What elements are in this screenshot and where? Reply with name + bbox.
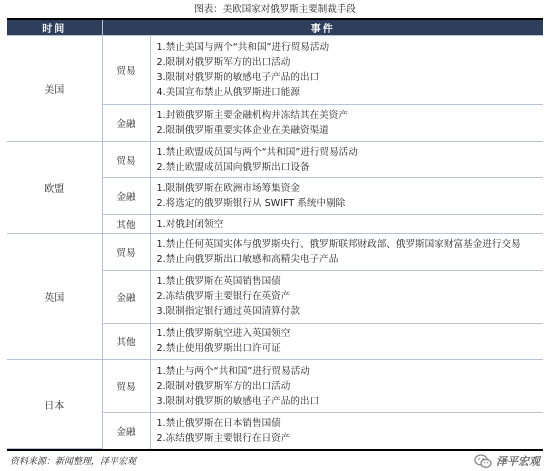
measures-cell xyxy=(150,360,543,413)
table-row xyxy=(7,234,543,270)
wechat-icon xyxy=(474,454,492,469)
measure-item: 1.禁止俄罗斯在英国销售国债 xyxy=(156,276,281,288)
sanctions-table xyxy=(7,20,543,449)
measures-cell xyxy=(150,214,543,234)
measure-item: 2.限制俄罗斯重要实体企业在美融资渠道 xyxy=(156,125,329,137)
table-row xyxy=(7,360,543,413)
measure-item: 2.禁止欧盟成员国向俄罗斯出口设备 xyxy=(156,161,310,173)
country-cell: 日本 xyxy=(7,360,102,449)
measure-item: 1.禁止与两个“共和国”进行贸易活动 xyxy=(156,365,310,377)
category-cell: 贸易 xyxy=(102,234,150,270)
measure-item: 4.美国宣布禁止从俄罗斯进口能源 xyxy=(156,87,300,99)
country-cell: 美国 xyxy=(7,36,102,142)
measure-item: 2.限制对俄罗斯军方的出口活动 xyxy=(156,380,291,392)
table-header-row xyxy=(7,20,543,36)
measure-item: 1.对俄封闭领空 xyxy=(156,218,224,230)
category-cell: 贸易 xyxy=(102,360,150,413)
country-cell: 欧盟 xyxy=(7,141,102,234)
category-cell: 金融 xyxy=(102,413,150,449)
header-time: 时间 xyxy=(7,20,102,36)
measure-item: 2.冻结俄罗斯主要银行在日资产 xyxy=(156,432,291,444)
measures-cell xyxy=(150,36,543,105)
measures-cell xyxy=(150,413,543,449)
watermark-text: 泽平宏观 xyxy=(496,455,540,468)
measures-cell xyxy=(150,323,543,359)
category-cell: 金融 xyxy=(102,105,150,141)
source-note: 资料来源：新闻整理，泽平宏观 xyxy=(10,457,137,467)
measure-item: 1.禁止任何英国实体与俄罗斯央行、俄罗斯联邦财政部、俄罗斯国家财富基金进行交易 xyxy=(156,239,521,251)
category-cell: 贸易 xyxy=(102,36,150,105)
measure-item: 3.限制指定银行通过英国清算付款 xyxy=(156,306,300,318)
header-event: 事件 xyxy=(102,20,543,36)
watermark xyxy=(474,452,540,470)
measures-cell xyxy=(150,178,543,214)
measure-item: 3.限制对俄罗斯的敏感电子产品的出口 xyxy=(156,72,320,84)
category-cell: 其他 xyxy=(102,323,150,359)
category-cell: 金融 xyxy=(102,270,150,323)
measure-item: 1.限制俄罗斯在欧洲市场筹集资金 xyxy=(156,182,300,194)
measure-item: 2.将选定的俄罗斯银行从 SWIFT 系统中剔除 xyxy=(156,197,346,209)
measures-cell xyxy=(150,270,543,323)
table-caption: 图表：美欧国家对俄罗斯主要制裁手段 xyxy=(194,4,356,15)
measure-item: 1.禁止美国与两个“共和国”进行贸易活动 xyxy=(156,42,330,54)
measure-item: 1.禁止欧盟成员国与两个“共和国”进行贸易活动 xyxy=(156,146,358,158)
table-row xyxy=(7,141,543,177)
measure-item: 2.限制对俄罗斯军方的出口活动 xyxy=(156,57,291,69)
measure-item: 3.限制对俄罗斯的敏感电子产品的出口 xyxy=(156,395,320,407)
table-row xyxy=(7,36,543,105)
category-cell: 其他 xyxy=(102,214,150,234)
measure-item: 1.禁止俄罗斯在日本销售国债 xyxy=(156,417,281,429)
country-cell: 英国 xyxy=(7,234,102,360)
measure-item: 2.冻结俄罗斯主要银行在英资产 xyxy=(156,291,291,303)
category-cell: 金融 xyxy=(102,178,150,214)
measures-cell xyxy=(150,234,543,270)
sanctions-table-container xyxy=(7,18,543,451)
category-cell: 贸易 xyxy=(102,141,150,177)
measure-item: 1.封锁俄罗斯主要金融机构并冻结其在美资产 xyxy=(156,110,348,122)
measure-item: 2.禁止向俄罗斯出口敏感和高精尖电子产品 xyxy=(156,254,339,266)
measure-item: 2.禁止使用俄罗斯出口许可证 xyxy=(156,343,281,355)
measures-cell xyxy=(150,105,543,141)
measure-item: 1.禁止俄罗斯航空进入英国领空 xyxy=(156,328,291,340)
measures-cell xyxy=(150,141,543,177)
